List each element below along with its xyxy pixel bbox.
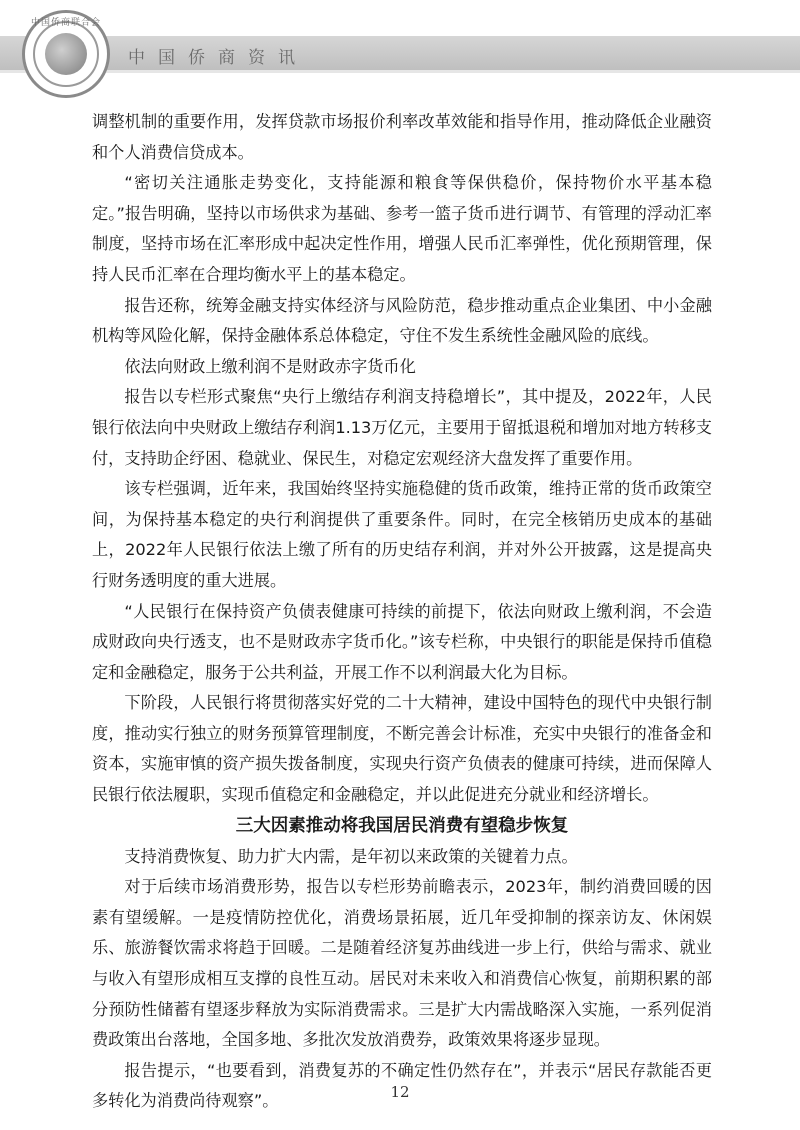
header-title: 中国侨商资讯 (128, 48, 308, 68)
publication-logo (22, 10, 110, 98)
logo-text: 中国侨商联合会 (30, 18, 101, 28)
paragraph: “密切关注通胀走势变化，支持能源和粮食等保供稳价，保持物价水平基本稳定。”报告明确，坚持以市场供求为基础、参考一篮子货币进行调节、有管理的浮动汇率制度，坚持市场在汇率形成中起决定性作用，增强人民币汇率弹性，优化预期管理，保持人民币汇率在合理均衡水平上的基本稳定。 (92, 173, 712, 284)
article-body (92, 107, 712, 1117)
paragraph: 报告还称，统筹金融支持实体经济与风险防范，稳步推动重点企业集团、中小金融机构等风险化解，保持金融体系总体稳定，守住不发生系统性金融风险的底线。 (92, 295, 712, 346)
paragraph: 支持消费恢复、助力扩大内需，是年初以来政策的关键着力点。 (124, 846, 578, 866)
section-subheading: 依法向财政上缴利润不是财政赤字货币化 (124, 356, 416, 376)
paragraph: “人民银行在保持资产负债表健康可持续的前提下，依法向财政上缴利润，不会造成财政向央行透支，也不是财政赤字货币化。”该专栏称，中央银行的职能是保持币值稳定和金融稳定，服务于公共利益，开展工作不以利润最大化为目标。 (92, 601, 712, 682)
paragraph: 报告提示，“也要看到，消费复苏的不确定性仍然存在”，并表示“居民存款能否更多转化为消费尚待观察”。 (92, 1060, 712, 1111)
header-band (0, 36, 800, 70)
paragraph-continuation: 调整机制的重要作用，发挥贷款市场报价利率改革效能和指导作用，推动降低企业融资和个人消费信贷成本。 (92, 112, 712, 162)
section-heading: 三大因素推动将我国居民消费有望稳步恢复 (235, 815, 569, 836)
paragraph: 对于后续市场消费形势，报告以专栏形势前瞻表示，2023年，制约消费回暖的因素有望缓解。一是疫情防控优化，消费场景拓展，近几年受抑制的探亲访友、休闲娱乐、旅游餐饮需求将趋于回暖。二是随着经济复苏曲线进一步上行，供给与需求、就业与收入有望形成相互支撑的良性互动。居民对未来收入和消费信心恢复，前期积累的部分预防性储蓄有望逐步释放为实际消费需求。三是扩大内需战略深入实施，一系列促消费政策出台落地，全国多地、多批次发放消费券，政策效果将逐步显现。 (92, 877, 712, 1050)
paragraph: 下阶段，人民银行将贯彻落实好党的二十大精神，建设中国特色的现代中央银行制度，推动实行独立的财务预算管理制度，不断完善会计标准，充实中央银行的准备金和资本，实施审慎的资产损失拨备制度，实现央行资产负债表的健康可持续，进而保障人民银行依法履职，实现币值稳定和金融稳定，并以此促进充分就业和经济增长。 (92, 693, 712, 805)
paragraph: 报告以专栏形式聚焦“央行上缴结存利润支持稳增长”，其中提及，2022年，人民银行依法向中央财政上缴结存利润1.13万亿元，主要用于留抵退税和增加对地方转移支付，支持助企纾困、稳就业、保民生，对稳定宏观经济大盘发挥了重要作用。 (92, 387, 712, 468)
logo-emblem-icon (45, 33, 87, 75)
paragraph: 该专栏强调，近年来，我国始终坚持实施稳健的货币政策，维持正常的货币政策空间，为保持基本稳定的央行利润提供了重要条件。同时，在完全核销历史成本的基础上，2022年人民银行依法上缴了所有的历史结存利润，并对外公开披露，这是提高央行财务透明度的重大进展。 (92, 479, 712, 590)
page-number: 12 (390, 1083, 410, 1101)
